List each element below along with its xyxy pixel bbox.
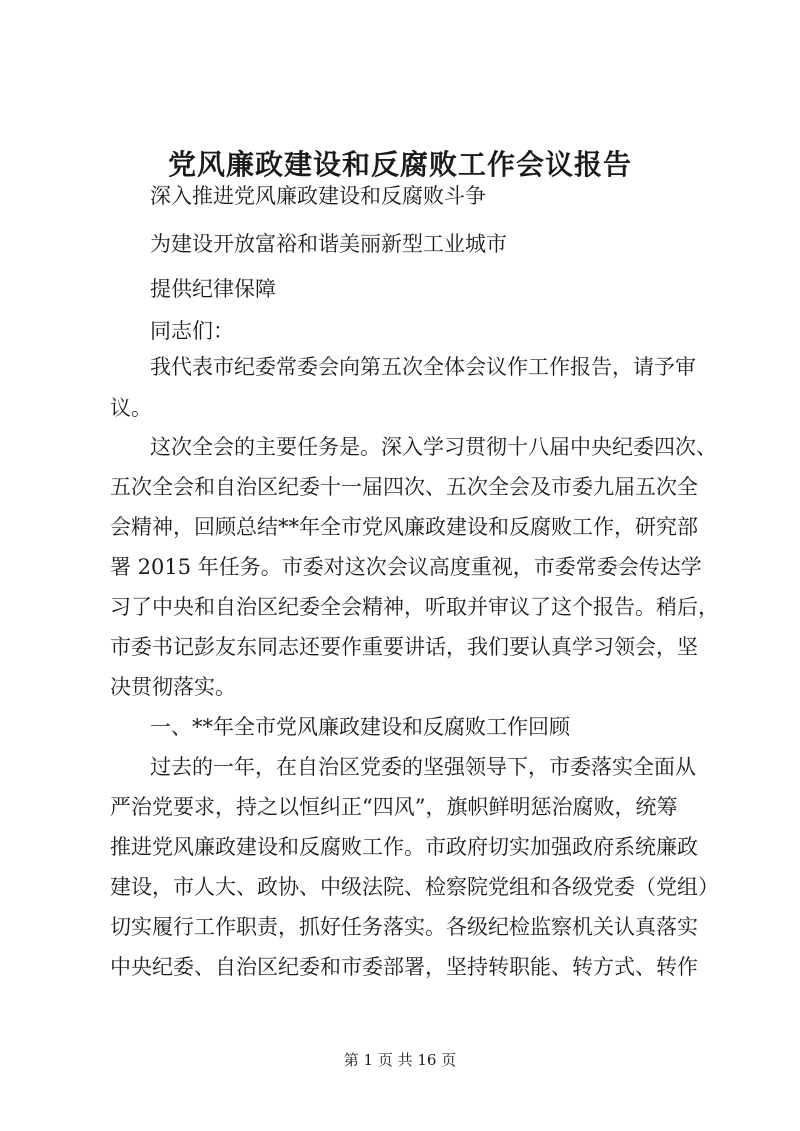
- paragraph-line: 中央纪委、自治区纪委和市委部署，坚持转职能、转方式、转作: [110, 955, 698, 979]
- paragraph-line: 我代表市纪委常委会向第五次全体会议作工作报告，请予审: [150, 355, 696, 379]
- paragraph-line: 切实履行工作职责，抓好任务落实。各级纪检监察机关认真落实: [110, 915, 698, 939]
- salutation: 同志们：: [150, 319, 234, 343]
- section-heading: 一、**年全市党风廉政建设和反腐败工作回顾: [150, 715, 570, 739]
- paragraph-line: 会精神，回顾总结**年全市党风廉政建设和反腐败工作，研究部: [110, 515, 698, 539]
- paragraph-line: 严治党要求，持之以恒纠正“四风”，旗帜鲜明惩治腐败，统筹: [110, 795, 678, 819]
- page-indicator: 第 1 页 共 16 页: [343, 1051, 457, 1069]
- paragraph-line: 习了中央和自治区纪委全会精神，听取并审议了这个报告。稍后，: [110, 595, 719, 619]
- subtitle-line: 深入推进党风廉政建设和反腐败斗争: [150, 184, 486, 208]
- paragraph-line: 推进党风廉政建设和反腐败工作。市政府切实加强政府系统廉政: [110, 835, 698, 859]
- subtitle-line: 提供纪律保障: [150, 277, 276, 301]
- subtitle-line: 为建设开放富裕和谐美丽新型工业城市: [150, 232, 507, 256]
- paragraph-line: 议。: [110, 396, 152, 420]
- paragraph-line: 市委书记彭友东同志还要作重要讲话，我们要认真学习领会，坚: [110, 635, 698, 659]
- paragraph-line: 建设，市人大、政协、中级法院、检察院党组和各级党委（党组）: [110, 875, 719, 899]
- paragraph-line: 五次全会和自治区纪委十一届四次、五次全会及市委九届五次全: [110, 475, 698, 499]
- paragraph-line: 署 2015 年任务。市委对这次会议高度重视，市委常委会传达学: [110, 555, 702, 579]
- paragraph-line: 这次全会的主要任务是。深入学习贯彻十八届中央纪委四次、: [150, 435, 717, 459]
- paragraph-line: 过去的一年，在自治区党委的坚强领导下，市委落实全面从: [150, 755, 696, 779]
- document-title: 党风廉政建设和反腐败工作会议报告: [167, 148, 632, 181]
- paragraph-line: 决贯彻落实。: [110, 675, 236, 699]
